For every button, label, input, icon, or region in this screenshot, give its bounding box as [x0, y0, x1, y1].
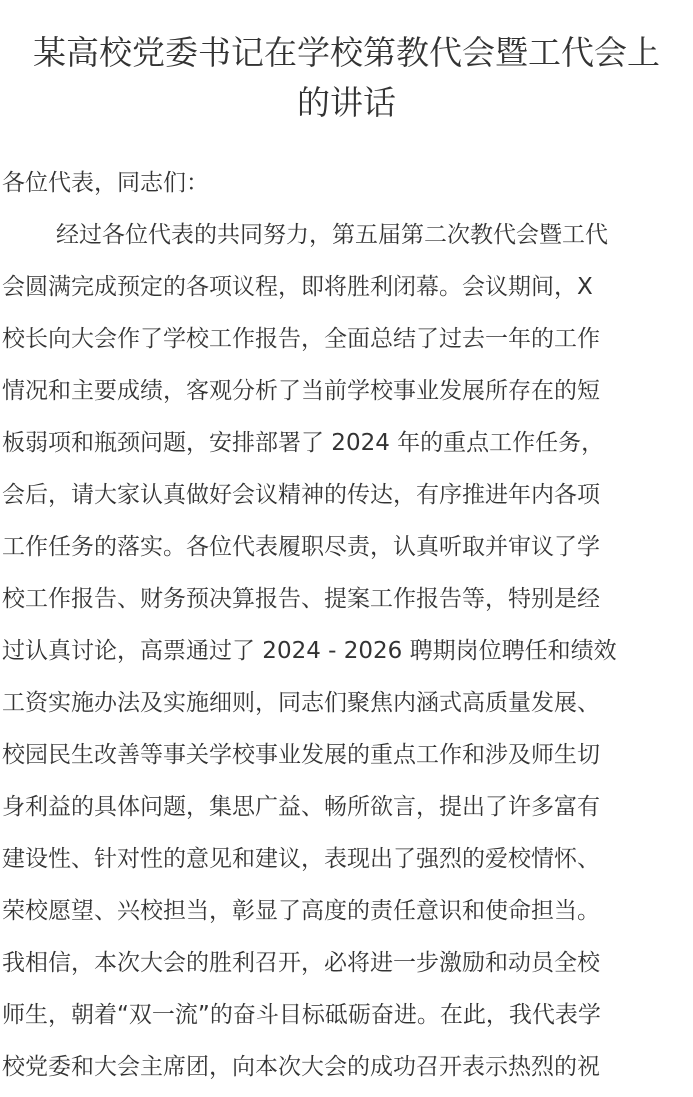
title-line-2: 的讲话	[297, 83, 396, 122]
paragraph-line: 工作任务的落实。各位代表履职尽责，认真听取并审议了学	[2, 534, 600, 560]
paragraph-line: 校党委和大会主席团，向本次大会的成功召开表示热烈的祝	[2, 1054, 600, 1080]
title-line-1: 某高校党委书记在学校第教代会暨工代会上	[33, 33, 660, 72]
paragraph-line: 我相信，本次大会的胜利召开，必将进一步激励和动员全校	[2, 950, 600, 976]
paragraph-line: 身利益的具体问题，集思广益、畅所欲言，提出了许多富有	[2, 794, 600, 820]
paragraph-line: 会圆满完成预定的各项议程，即将胜利闭幕。会议期间，X	[2, 274, 593, 300]
paragraph-line: 会后，请大家认真做好会议精神的传达，有序推进年内各项	[2, 482, 600, 508]
paragraph-line: 板弱项和瓶颈问题，安排部署了 2024 年的重点工作任务，	[2, 430, 605, 456]
body-paragraph	[2, 209, 690, 1093]
paragraph-line: 师生，朝着“双一流”的奋斗目标砥砺奋进。在此，我代表学	[2, 1002, 601, 1028]
salutation: 各位代表，同志们：	[2, 170, 209, 196]
paragraph-line: 工资实施办法及实施细则，同志们聚焦内涵式高质量发展、	[2, 690, 600, 716]
paragraph-line: 情况和主要成绩，客观分析了当前学校事业发展所存在的短	[2, 378, 600, 404]
paragraph-line: 校工作报告、财务预决算报告、提案工作报告等，特别是经	[2, 586, 600, 612]
paragraph-line: 荣校愿望、兴校担当，彰显了高度的责任意识和使命担当。	[2, 898, 600, 924]
paragraph-line: 建设性、针对性的意见和建议，表现出了强烈的爱校情怀、	[2, 846, 600, 872]
paragraph-line: 经过各位代表的共同努力，第五届第二次教代会暨工代	[56, 222, 608, 248]
paragraph-line: 校长向大会作了学校工作报告，全面总结了过去一年的工作	[2, 326, 600, 352]
paragraph-line: 校园民生改善等事关学校事业发展的重点工作和涉及师生切	[2, 742, 600, 768]
document-title	[0, 28, 693, 128]
paragraph-line: 过认真讨论，高票通过了 2024 - 2026 聘期岗位聘任和绩效	[2, 638, 617, 664]
